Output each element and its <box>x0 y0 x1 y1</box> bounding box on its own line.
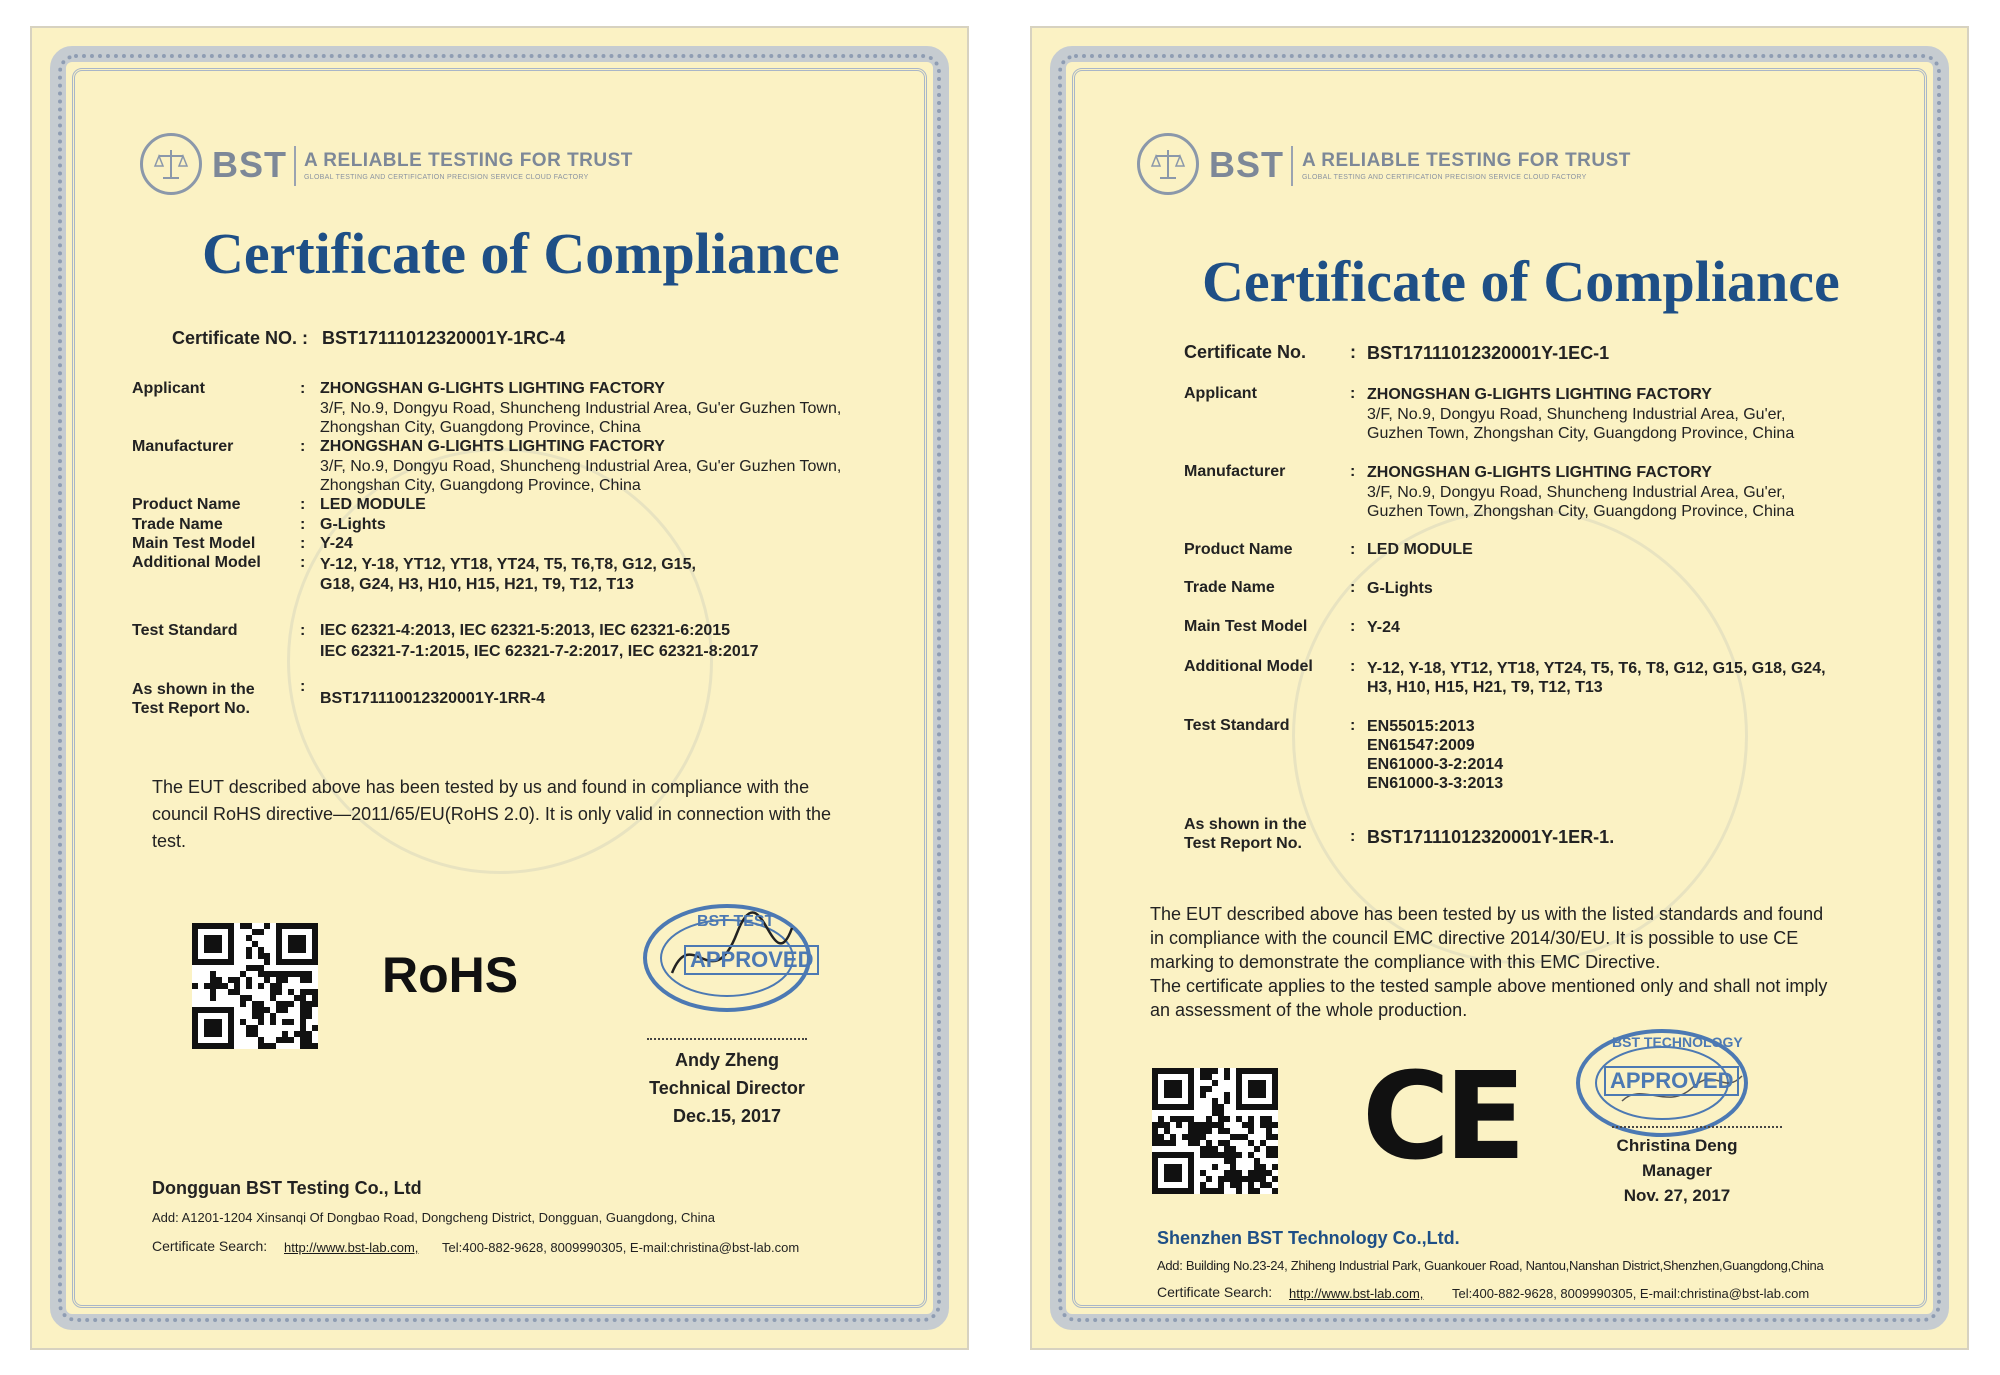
test-report-no: BST17111012320001Y-1ER-1. <box>1367 827 1615 847</box>
approved-stamp-icon <box>642 903 812 1013</box>
colon: : <box>1350 579 1356 596</box>
compliance-text-4: The certificate applies to the tested sample above mentioned only and shall not imply <box>1150 976 1828 996</box>
compliance-text-1: The EUT described above has been tested by us and found in compliance with the <box>152 777 810 797</box>
test-standard-2: IEC 62321-7-1:2015, IEC 62321-7-2:2017, IEC 62321-8:2017 <box>320 643 759 660</box>
applicant-label: Applicant <box>132 380 205 397</box>
report-label-1: As shown in the <box>132 681 255 698</box>
issuer-contact: Tel:400-882-9628, 8009990305, E-mail:christina@bst-lab.com <box>442 1240 800 1255</box>
colon: : <box>1350 828 1356 845</box>
colon: : <box>300 380 306 397</box>
brand-name: BST <box>1209 144 1284 185</box>
certificate-no: BST17111012320001Y-1EC-1 <box>1367 343 1610 363</box>
ce-mark: CE <box>1362 1048 1521 1187</box>
stamp-ring-text: BST TECHNOLOGY <box>1612 1034 1743 1050</box>
bst-logo-icon <box>140 133 202 195</box>
compliance-text-1: The EUT described above has been tested by us with the listed standards and found <box>1150 904 1824 924</box>
qr-code-icon[interactable] <box>192 923 318 1049</box>
signer-name: Christina Deng <box>1616 1136 1738 1155</box>
manufacturer-name: ZHONGSHAN G-LIGHTS LIGHTING FACTORY <box>320 438 665 455</box>
certificate-search-link[interactable]: http://www.bst-lab.com, <box>284 1240 419 1255</box>
main-test-model-label: Main Test Model <box>132 535 256 552</box>
brand-slogan-sub: GLOBAL TESTING AND CERTIFICATION PRECISION SERVICE CLOUD FACTORY <box>1302 174 1587 181</box>
report-label-2: Test Report No. <box>1184 835 1302 852</box>
colon: : <box>300 622 306 639</box>
additional-model-1: Y-12, Y-18, YT12, YT18, YT24, T5, T6, T8, G12, G15, G18, G24, <box>1367 660 1826 677</box>
test-standard-2: EN61547:2009 <box>1367 737 1475 754</box>
additional-model-label: Additional Model <box>132 554 261 571</box>
certificate-search-link[interactable]: http://www.bst-lab.com, <box>1289 1286 1424 1301</box>
product-name-label: Product Name <box>132 496 241 513</box>
colon: : <box>300 554 306 571</box>
rohs-certificate <box>8 8 991 1368</box>
issue-date: Dec.15, 2017 <box>672 1106 782 1126</box>
additional-model-1: Y-12, Y-18, YT12, YT18, YT24, T5, T6,T8, G12, G15, <box>320 556 696 573</box>
colon: : <box>1350 717 1356 734</box>
colon: : <box>300 438 306 455</box>
colon: : <box>1350 541 1356 558</box>
compliance-text-2: in compliance with the council EMC directive 2014/30/EU. It is possible to use CE <box>1150 928 1799 948</box>
trade-name-label: Trade Name <box>1184 579 1275 596</box>
stamp-text: APPROVED <box>1604 1066 1739 1096</box>
applicant-address-1: 3/F, No.9, Dongyu Road, Shuncheng Industrial Area, Gu'er Guzhen Town, <box>320 400 842 417</box>
test-standard-3: EN61000-3-2:2014 <box>1367 756 1504 773</box>
applicant-address-1: 3/F, No.9, Dongyu Road, Shuncheng Industrial Area, Gu'er, <box>1367 406 1786 423</box>
product-name: LED MODULE <box>1367 541 1473 558</box>
colon: : <box>1350 658 1356 675</box>
main-test-model: Y-24 <box>320 535 353 552</box>
additional-model-label: Additional Model <box>1184 658 1313 675</box>
watermark-seal <box>1292 508 1748 964</box>
manufacturer-address-2: Guzhen Town, Zhongshan City, Guangdong Province, China <box>1367 503 1795 520</box>
compliance-text-5: an assessment of the whole production. <box>1150 1000 1468 1020</box>
compliance-text-2: council RoHS directive—2011/65/EU(RoHS 2.0). It is only valid in connection with the <box>152 804 831 824</box>
brand-name: BST <box>212 144 287 185</box>
test-standard-label: Test Standard <box>132 622 238 639</box>
issuer-address: Add: A1201-1204 Xinsanqi Of Dongbao Road, Dongcheng District, Dongguan, Guangdong, China <box>152 1210 715 1225</box>
main-test-model: Y-24 <box>1367 619 1400 636</box>
applicant-name: ZHONGSHAN G-LIGHTS LIGHTING FACTORY <box>320 380 665 397</box>
test-report-no: BST171110012320001Y-1RR-4 <box>320 690 546 707</box>
main-test-model-label: Main Test Model <box>1184 618 1308 635</box>
stamp-ring-text: BST TEST <box>697 913 775 930</box>
manufacturer-label: Manufacturer <box>132 438 234 455</box>
test-standard-label: Test Standard <box>1184 717 1290 734</box>
colon: : <box>300 516 306 533</box>
colon: : <box>1350 342 1356 362</box>
report-label-1: As shown in the <box>1184 816 1307 833</box>
certificate-no-label: Certificate No. <box>1184 342 1307 362</box>
rohs-mark: RoHS <box>382 947 519 1003</box>
report-label-2: Test Report No. <box>132 700 250 717</box>
signer-title: Technical Director <box>649 1078 805 1098</box>
applicant-name: ZHONGSHAN G-LIGHTS LIGHTING FACTORY <box>1367 386 1712 403</box>
certificate-no-label: Certificate NO. : <box>172 328 309 348</box>
signer-name: Andy Zheng <box>675 1050 779 1070</box>
ce-certificate <box>1008 8 1991 1368</box>
test-standard-4: EN61000-3-3:2013 <box>1367 775 1504 792</box>
certificate-search-label: Certificate Search: <box>1157 1284 1273 1300</box>
issuer-company: Shenzhen BST Technology Co.,Ltd. <box>1157 1228 1460 1248</box>
brand-slogan-sub: GLOBAL TESTING AND CERTIFICATION PRECISION SERVICE CLOUD FACTORY <box>304 174 589 181</box>
colon: : <box>300 535 306 552</box>
trade-name: G-Lights <box>1367 580 1433 597</box>
issue-date: Nov. 27, 2017 <box>1623 1186 1731 1205</box>
colon: : <box>1350 385 1356 402</box>
qr-code-icon[interactable] <box>1152 1068 1278 1194</box>
colon: : <box>1350 463 1356 480</box>
certificate-title: Certificate of Compliance <box>1202 249 1840 314</box>
applicant-address-2: Guzhen Town, Zhongshan City, Guangdong Province, China <box>1367 425 1795 442</box>
certificate-title: Certificate of Compliance <box>202 221 840 286</box>
manufacturer-address-1: 3/F, No.9, Dongyu Road, Shuncheng Industrial Area, Gu'er Guzhen Town, <box>320 458 842 475</box>
issuer-company: Dongguan BST Testing Co., Ltd <box>152 1178 422 1198</box>
stamp-text: APPROVED <box>684 945 819 975</box>
compliance-text-3: marking to demonstrate the compliance with this EMC Directive. <box>1150 952 1661 972</box>
signature-line <box>647 1038 807 1040</box>
additional-model-2: G18, G24, H3, H10, H15, H21, T9, T12, T13 <box>320 576 634 593</box>
applicant-label: Applicant <box>1184 385 1257 402</box>
issuer-address: Add: Building No.23-24, Zhiheng Industrial Park, Guankouer Road, Nantou,Nanshan District,Shenzhen,Guangdong,China <box>1157 1258 1824 1273</box>
issuer-contact: Tel:400-882-9628, 8009990305, E-mail:christina@bst-lab.com <box>1452 1286 1810 1301</box>
signature-line <box>1612 1126 1782 1128</box>
product-name: LED MODULE <box>320 496 426 513</box>
brand-divider <box>294 146 296 186</box>
trade-name-label: Trade Name <box>132 516 223 533</box>
compliance-text-3: test. <box>152 831 187 851</box>
trade-name: G-Lights <box>320 516 386 533</box>
certificate-paper <box>1030 26 1969 1350</box>
brand-divider <box>1291 146 1293 186</box>
bst-logo-icon <box>1137 133 1199 195</box>
signer-title: Manager <box>1642 1161 1712 1180</box>
product-name-label: Product Name <box>1184 541 1293 558</box>
approved-stamp-icon <box>1572 1026 1752 1141</box>
test-standard-1: IEC 62321-4:2013, IEC 62321-5:2013, IEC 62321-6:2015 <box>320 622 731 639</box>
manufacturer-address-2: Zhongshan City, Guangdong Province, China <box>320 477 641 494</box>
additional-model-2: H3, H10, H15, H21, T9, T12, T13 <box>1367 679 1603 696</box>
certificate-paper <box>30 26 969 1350</box>
colon: : <box>300 496 306 513</box>
test-standard-1: EN55015:2013 <box>1367 718 1475 735</box>
applicant-address-2: Zhongshan City, Guangdong Province, China <box>320 419 641 436</box>
colon: : <box>300 678 306 695</box>
brand-slogan: A RELIABLE TESTING FOR TRUST <box>1302 150 1631 171</box>
brand-slogan: A RELIABLE TESTING FOR TRUST <box>304 150 633 171</box>
manufacturer-label: Manufacturer <box>1184 463 1286 480</box>
certificate-search-label: Certificate Search: <box>152 1238 268 1254</box>
certificate-no: BST17111012320001Y-1RC-4 <box>322 328 566 348</box>
manufacturer-address-1: 3/F, No.9, Dongyu Road, Shuncheng Industrial Area, Gu'er, <box>1367 484 1786 501</box>
manufacturer-name: ZHONGSHAN G-LIGHTS LIGHTING FACTORY <box>1367 464 1712 481</box>
colon: : <box>1350 618 1356 635</box>
